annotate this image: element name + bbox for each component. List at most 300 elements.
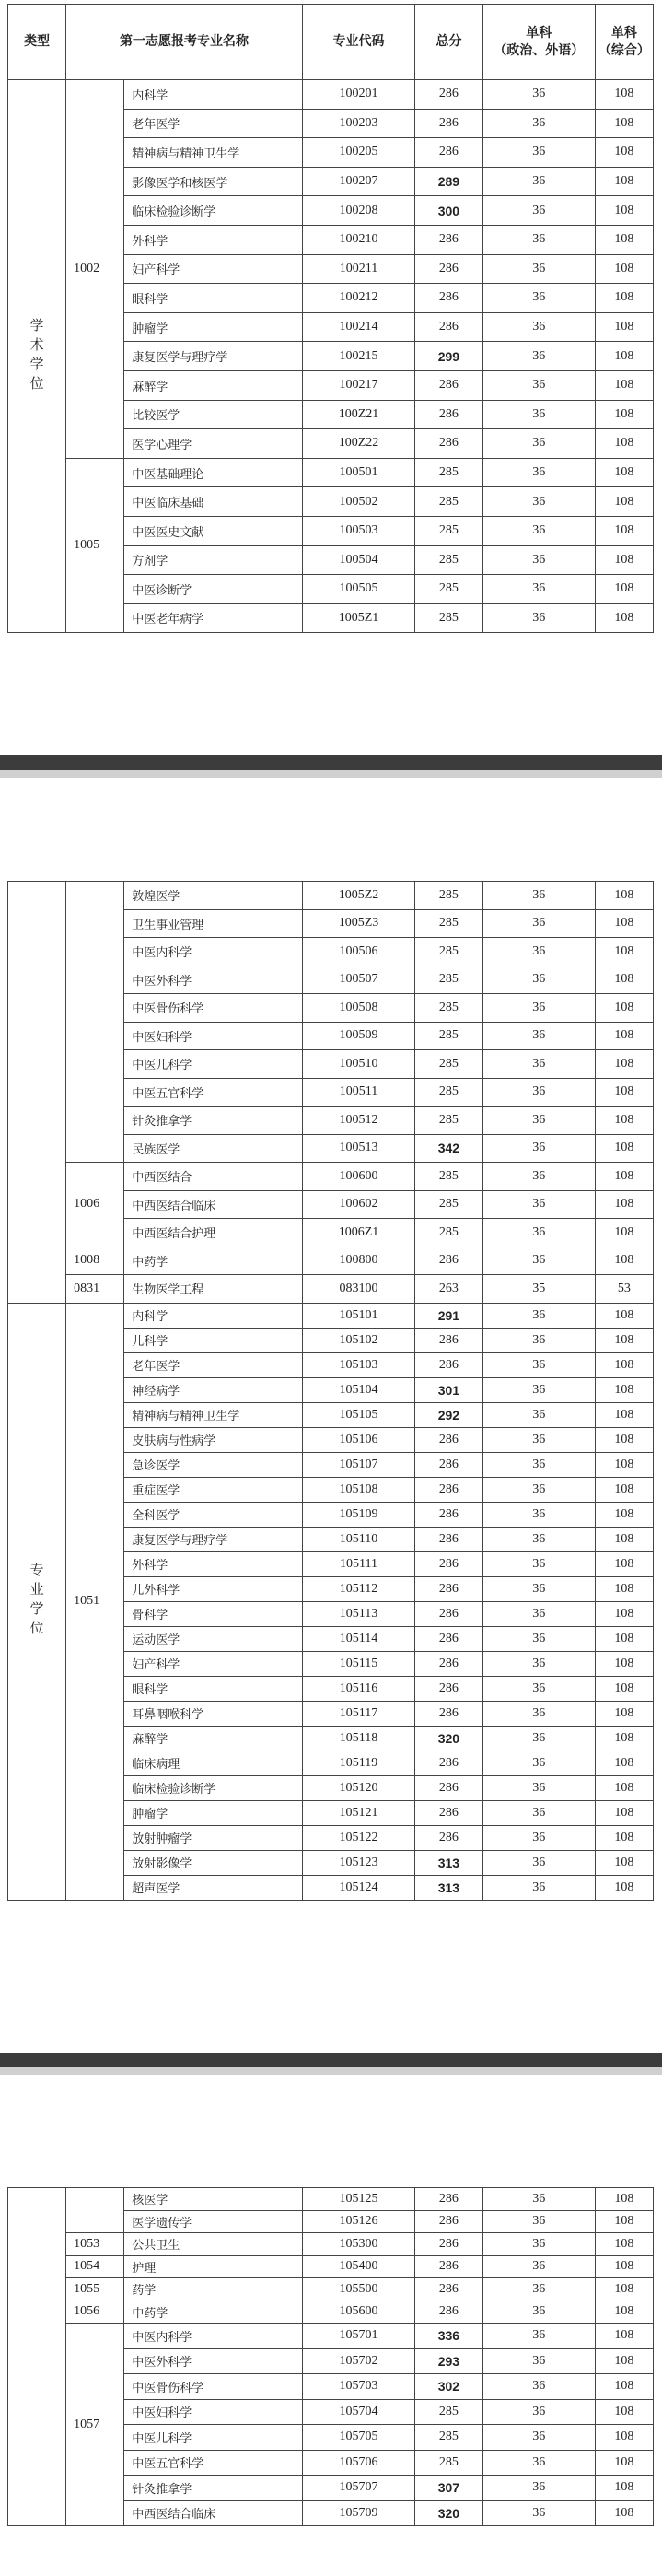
total-score-cell: 285 <box>415 575 483 604</box>
major-name-cell: 放射影像学 <box>124 1850 303 1875</box>
single-comp-cell: 108 <box>595 196 653 226</box>
single-politics-cell: 36 <box>482 1850 595 1875</box>
discipline-code-cell: 1006 <box>66 1163 124 1247</box>
total-score-cell: 286 <box>415 370 483 400</box>
header-type: 类型 <box>8 5 66 80</box>
degree-type-cell <box>8 882 66 1304</box>
major-code-cell: 100600 <box>302 1163 414 1191</box>
total-score-cell: 286 <box>415 138 483 168</box>
total-score-cell: 285 <box>415 966 483 994</box>
major-name-cell: 外科学 <box>124 1551 303 1576</box>
total-score-cell: 299 <box>415 342 483 371</box>
major-code-cell: 1005Z1 <box>302 603 414 633</box>
major-code-cell: 100Z22 <box>302 429 414 459</box>
major-code-cell: 105106 <box>302 1427 414 1452</box>
single-politics-cell: 36 <box>482 225 595 254</box>
single-comp-cell: 108 <box>595 1328 653 1352</box>
major-code-cell: 100208 <box>302 196 414 226</box>
single-politics-cell: 36 <box>482 138 595 168</box>
total-score-cell: 286 <box>415 1352 483 1377</box>
single-comp-cell: 108 <box>595 370 653 400</box>
major-code-cell: 105109 <box>302 1502 414 1527</box>
total-score-cell: 286 <box>415 1328 483 1352</box>
major-name-cell: 儿外科学 <box>124 1576 303 1601</box>
discipline-code-cell: 1057 <box>66 2324 124 2526</box>
major-code-cell: 100205 <box>302 138 414 168</box>
discipline-code-cell: 1056 <box>66 2301 124 2324</box>
major-name-cell: 肿瘤学 <box>124 1800 303 1825</box>
single-politics-cell: 36 <box>482 1477 595 1502</box>
major-name-cell: 超声医学 <box>124 1875 303 1900</box>
major-code-cell: 105101 <box>302 1303 414 1328</box>
single-politics-cell: 36 <box>482 342 595 371</box>
single-politics-cell: 36 <box>482 2278 595 2301</box>
table-row <box>8 2324 654 2349</box>
single-politics-cell: 36 <box>482 2255 595 2278</box>
major-code-cell: 100508 <box>302 994 414 1023</box>
single-comp-cell: 108 <box>595 1247 653 1275</box>
single-politics-cell: 36 <box>482 1651 595 1676</box>
single-comp-cell: 108 <box>595 575 653 604</box>
major-name-cell: 方剂学 <box>124 545 303 575</box>
single-politics-cell: 36 <box>482 2399 595 2425</box>
discipline-code-cell: 1008 <box>66 1247 124 1275</box>
single-comp-cell: 108 <box>595 1050 653 1079</box>
total-score-cell: 286 <box>415 400 483 429</box>
single-comp-cell: 108 <box>595 109 653 138</box>
single-politics-cell: 36 <box>482 1626 595 1651</box>
major-name-cell: 精神病与精神卫生学 <box>124 1402 303 1427</box>
table-row <box>8 2255 654 2278</box>
single-comp-cell: 108 <box>595 1377 653 1402</box>
single-comp-cell: 108 <box>595 487 653 517</box>
single-politics-cell: 36 <box>482 80 595 110</box>
major-code-cell: 105709 <box>302 2500 414 2526</box>
single-politics-cell: 36 <box>482 1551 595 1576</box>
single-comp-cell: 108 <box>595 1190 653 1219</box>
single-comp-cell: 108 <box>595 138 653 168</box>
single-comp-cell: 108 <box>595 2399 653 2425</box>
major-name-cell: 皮肤病与性病学 <box>124 1427 303 1452</box>
total-score-cell: 286 <box>415 1800 483 1825</box>
major-code-cell: 100602 <box>302 1190 414 1219</box>
major-name-cell: 针灸推拿学 <box>124 1107 303 1135</box>
major-name-cell: 中西医结合护理 <box>124 1219 303 1247</box>
total-score-cell: 320 <box>415 2500 483 2526</box>
total-score-cell: 286 <box>415 284 483 313</box>
major-name-cell: 中医妇科学 <box>124 1022 303 1050</box>
single-comp-cell: 108 <box>595 225 653 254</box>
major-code-cell: 105704 <box>302 2399 414 2425</box>
single-politics-cell: 36 <box>482 254 595 284</box>
total-score-cell: 285 <box>415 603 483 633</box>
discipline-code-cell <box>66 882 124 1163</box>
single-comp-cell: 108 <box>595 994 653 1023</box>
total-score-cell: 285 <box>415 1050 483 1079</box>
major-code-cell: 105124 <box>302 1875 414 1900</box>
major-name-cell: 外科学 <box>124 225 303 254</box>
single-comp-cell: 108 <box>595 2278 653 2301</box>
single-politics-cell: 36 <box>482 1050 595 1079</box>
major-code-cell: 100215 <box>302 342 414 371</box>
single-comp-cell: 108 <box>595 1701 653 1726</box>
major-name-cell: 急诊医学 <box>124 1452 303 1477</box>
major-name-cell: 中医骨伤科学 <box>124 994 303 1023</box>
single-comp-cell: 108 <box>595 1825 653 1850</box>
score-table-page-3 <box>7 2187 654 2526</box>
major-name-cell: 中药学 <box>124 2301 303 2324</box>
single-comp-cell: 108 <box>595 254 653 284</box>
single-politics-cell: 36 <box>482 882 595 910</box>
single-comp-cell: 108 <box>595 1576 653 1601</box>
degree-type-cell: 学术学位 <box>8 80 66 633</box>
total-score-cell: 285 <box>415 516 483 545</box>
major-name-cell: 医学心理学 <box>124 429 303 459</box>
total-score-cell: 293 <box>415 2348 483 2374</box>
total-score-cell: 301 <box>415 1377 483 1402</box>
single-comp-cell: 108 <box>595 342 653 371</box>
single-comp-cell: 108 <box>595 1402 653 1427</box>
single-politics-cell: 36 <box>482 1377 595 1402</box>
single-politics-cell: 36 <box>482 603 595 633</box>
major-name-cell: 临床检验诊断学 <box>124 1775 303 1800</box>
total-score-cell: 313 <box>415 1850 483 1875</box>
single-politics-cell: 36 <box>482 1134 595 1163</box>
major-name-cell: 神经病学 <box>124 1377 303 1402</box>
major-code-cell: 105703 <box>302 2374 414 2400</box>
major-name-cell: 护理 <box>124 2255 303 2278</box>
major-code-cell: 105125 <box>302 2188 414 2211</box>
discipline-code-cell: 1053 <box>66 2233 124 2256</box>
major-name-cell: 药学 <box>124 2278 303 2301</box>
major-name-cell: 骨科学 <box>124 1601 303 1626</box>
total-score-cell: 286 <box>415 2210 483 2233</box>
major-code-cell: 105115 <box>302 1651 414 1676</box>
single-politics-cell: 36 <box>482 1775 595 1800</box>
major-code-cell: 105119 <box>302 1751 414 1775</box>
major-code-cell: 105108 <box>302 1477 414 1502</box>
total-score-cell: 286 <box>415 2278 483 2301</box>
single-politics-cell: 36 <box>482 1601 595 1626</box>
single-comp-cell: 108 <box>595 284 653 313</box>
single-comp-cell: 108 <box>595 1626 653 1651</box>
major-name-cell: 生物医学工程 <box>124 1275 303 1304</box>
discipline-code-cell: 0831 <box>66 1275 124 1304</box>
major-name-cell: 儿科学 <box>124 1328 303 1352</box>
major-name-cell: 中医五官科学 <box>124 2450 303 2476</box>
single-comp-cell: 108 <box>595 2500 653 2526</box>
total-score-cell: 286 <box>415 109 483 138</box>
major-code-cell: 105112 <box>302 1576 414 1601</box>
single-comp-cell: 108 <box>595 2301 653 2324</box>
total-score-cell: 285 <box>415 882 483 910</box>
total-score-cell: 286 <box>415 1576 483 1601</box>
table-row <box>8 2301 654 2324</box>
single-politics-cell: 36 <box>482 2188 595 2211</box>
degree-type-cell <box>8 2188 66 2526</box>
table-row <box>8 2188 654 2211</box>
single-politics-cell: 36 <box>482 909 595 938</box>
single-politics-cell: 36 <box>482 2348 595 2374</box>
major-name-cell: 中药学 <box>124 1247 303 1275</box>
major-code-cell: 100501 <box>302 458 414 487</box>
total-score-cell: 263 <box>415 1275 483 1304</box>
major-name-cell: 医学遗传学 <box>124 2210 303 2233</box>
major-name-cell: 中医妇科学 <box>124 2399 303 2425</box>
major-code-cell: 1005Z3 <box>302 909 414 938</box>
major-code-cell: 105105 <box>302 1402 414 1427</box>
major-name-cell: 针灸推拿学 <box>124 2476 303 2501</box>
major-name-cell: 临床检验诊断学 <box>124 196 303 226</box>
total-score-cell: 286 <box>415 1626 483 1651</box>
major-name-cell: 卫生事业管理 <box>124 909 303 938</box>
single-comp-cell: 108 <box>595 1107 653 1135</box>
total-score-cell: 286 <box>415 1452 483 1477</box>
major-name-cell: 中医内科学 <box>124 938 303 966</box>
single-politics-cell: 36 <box>482 545 595 575</box>
major-code-cell: 105111 <box>302 1551 414 1576</box>
total-score-cell: 285 <box>415 1190 483 1219</box>
single-politics-cell: 36 <box>482 1825 595 1850</box>
major-name-cell: 眼科学 <box>124 284 303 313</box>
major-name-cell: 重症医学 <box>124 1477 303 1502</box>
major-code-cell: 100510 <box>302 1050 414 1079</box>
total-score-cell: 286 <box>415 1701 483 1726</box>
single-comp-cell: 108 <box>595 1219 653 1247</box>
single-comp-cell: 108 <box>595 2188 653 2211</box>
single-comp-cell: 108 <box>595 1078 653 1107</box>
single-comp-cell: 108 <box>595 909 653 938</box>
table-row <box>8 1163 654 1191</box>
major-name-cell: 中医诊断学 <box>124 575 303 604</box>
single-politics-cell: 36 <box>482 994 595 1023</box>
single-politics-cell: 36 <box>482 2500 595 2526</box>
major-code-cell: 105126 <box>302 2210 414 2233</box>
single-comp-cell: 108 <box>595 1134 653 1163</box>
single-comp-cell: 108 <box>595 1651 653 1676</box>
single-comp-cell: 108 <box>595 2324 653 2349</box>
major-code-cell: 105702 <box>302 2348 414 2374</box>
single-comp-cell: 108 <box>595 1551 653 1576</box>
major-code-cell: 105117 <box>302 1701 414 1726</box>
single-comp-cell: 108 <box>595 167 653 196</box>
single-comp-cell: 108 <box>595 2210 653 2233</box>
total-score-cell: 286 <box>415 2301 483 2324</box>
major-code-cell: 100212 <box>302 284 414 313</box>
single-politics-cell: 36 <box>482 1402 595 1427</box>
total-score-cell: 286 <box>415 1477 483 1502</box>
single-comp-cell: 108 <box>595 1751 653 1775</box>
major-name-cell: 公共卫生 <box>124 2233 303 2256</box>
single-politics-cell: 36 <box>482 2324 595 2349</box>
major-code-cell: 100217 <box>302 370 414 400</box>
total-score-cell: 285 <box>415 2450 483 2476</box>
header-major-name: 第一志愿报考专业名称 <box>66 5 303 80</box>
single-politics-cell: 36 <box>482 1219 595 1247</box>
major-code-cell: 100512 <box>302 1107 414 1135</box>
major-name-cell: 中西医结合临床 <box>124 2500 303 2526</box>
major-name-cell: 中医五官科学 <box>124 1078 303 1107</box>
total-score-cell: 285 <box>415 458 483 487</box>
total-score-cell: 286 <box>415 2255 483 2278</box>
single-comp-cell: 108 <box>595 1502 653 1527</box>
single-comp-cell: 108 <box>595 1352 653 1377</box>
table-row <box>8 1303 654 1328</box>
single-comp-cell: 108 <box>595 400 653 429</box>
single-politics-cell: 36 <box>482 1726 595 1751</box>
major-name-cell: 内科学 <box>124 1303 303 1328</box>
single-politics-cell: 36 <box>482 1502 595 1527</box>
major-code-cell: 105500 <box>302 2278 414 2301</box>
score-table-page-1 <box>7 4 654 633</box>
total-score-cell: 292 <box>415 1402 483 1427</box>
major-name-cell: 妇产科学 <box>124 254 303 284</box>
major-code-cell: 100211 <box>302 254 414 284</box>
single-comp-cell: 108 <box>595 545 653 575</box>
single-comp-cell: 108 <box>595 1775 653 1800</box>
single-politics-cell: 36 <box>482 1875 595 1900</box>
single-politics-cell: 36 <box>482 1676 595 1701</box>
single-comp-cell: 108 <box>595 2425 653 2451</box>
single-politics-cell: 36 <box>482 516 595 545</box>
total-score-cell: 285 <box>415 487 483 517</box>
single-comp-cell: 108 <box>595 1303 653 1328</box>
major-code-cell: 105600 <box>302 2301 414 2324</box>
single-politics-cell: 36 <box>482 1328 595 1352</box>
single-comp-cell: 108 <box>595 938 653 966</box>
total-score-cell: 285 <box>415 2399 483 2425</box>
total-score-cell: 291 <box>415 1303 483 1328</box>
major-code-cell: 105121 <box>302 1800 414 1825</box>
single-politics-cell: 36 <box>482 167 595 196</box>
major-name-cell: 精神病与精神卫生学 <box>124 138 303 168</box>
major-code-cell: 105123 <box>302 1850 414 1875</box>
major-name-cell: 妇产科学 <box>124 1651 303 1676</box>
major-code-cell: 100502 <box>302 487 414 517</box>
total-score-cell: 286 <box>415 80 483 110</box>
major-name-cell: 放射肿瘤学 <box>124 1825 303 1850</box>
major-code-cell: 105116 <box>302 1676 414 1701</box>
header-major-code: 专业代码 <box>302 5 414 80</box>
major-name-cell: 中医临床基础 <box>124 487 303 517</box>
page-separator <box>0 2053 662 2067</box>
major-name-cell: 比较医学 <box>124 400 303 429</box>
major-name-cell: 康复医学与理疗学 <box>124 1527 303 1551</box>
total-score-cell: 285 <box>415 1107 483 1135</box>
header-single-comp: 单科 （综合） <box>595 5 653 80</box>
single-comp-cell: 108 <box>595 1800 653 1825</box>
single-comp-cell: 108 <box>595 2450 653 2476</box>
single-comp-cell: 108 <box>595 312 653 342</box>
single-comp-cell: 108 <box>595 1875 653 1900</box>
major-code-cell: 105110 <box>302 1527 414 1551</box>
page-separator <box>0 755 662 770</box>
single-politics-cell: 36 <box>482 2210 595 2233</box>
single-politics-cell: 36 <box>482 196 595 226</box>
total-score-cell: 300 <box>415 196 483 226</box>
major-code-cell: 105701 <box>302 2324 414 2349</box>
single-politics-cell: 36 <box>482 370 595 400</box>
major-name-cell: 民族医学 <box>124 1134 303 1163</box>
total-score-cell: 286 <box>415 1751 483 1775</box>
single-politics-cell: 36 <box>482 1800 595 1825</box>
total-score-cell: 286 <box>415 1551 483 1576</box>
major-name-cell: 老年医学 <box>124 109 303 138</box>
major-code-cell: 105104 <box>302 1377 414 1402</box>
single-politics-cell: 36 <box>482 284 595 313</box>
major-code-cell: 100201 <box>302 80 414 110</box>
major-name-cell: 中医儿科学 <box>124 1050 303 1079</box>
total-score-cell: 286 <box>415 1651 483 1676</box>
single-politics-cell: 36 <box>482 1352 595 1377</box>
table-row <box>8 2278 654 2301</box>
single-politics-cell: 36 <box>482 1022 595 1050</box>
single-politics-cell: 36 <box>482 1427 595 1452</box>
single-comp-cell: 108 <box>595 603 653 633</box>
single-politics-cell: 36 <box>482 1452 595 1477</box>
major-code-cell: 100507 <box>302 966 414 994</box>
major-code-cell: 105706 <box>302 2450 414 2476</box>
total-score-cell: 286 <box>415 225 483 254</box>
discipline-code-cell: 1054 <box>66 2255 124 2278</box>
single-politics-cell: 36 <box>482 2450 595 2476</box>
major-name-cell: 中西医结合临床 <box>124 1190 303 1219</box>
single-politics-cell: 36 <box>482 109 595 138</box>
major-name-cell: 中医医史文献 <box>124 516 303 545</box>
major-name-cell: 影像医学和核医学 <box>124 167 303 196</box>
major-code-cell: 105400 <box>302 2255 414 2278</box>
header-single-politics: 单科 （政治、外语） <box>482 5 595 80</box>
major-name-cell: 麻醉学 <box>124 370 303 400</box>
single-politics-cell: 36 <box>482 1701 595 1726</box>
total-score-cell: 285 <box>415 2425 483 2451</box>
major-name-cell: 中医老年病学 <box>124 603 303 633</box>
major-name-cell: 临床病理 <box>124 1751 303 1775</box>
total-score-cell: 286 <box>415 1247 483 1275</box>
table-row <box>8 1247 654 1275</box>
major-name-cell: 中医基础理论 <box>124 458 303 487</box>
major-name-cell: 中医外科学 <box>124 2348 303 2374</box>
total-score-cell: 313 <box>415 1875 483 1900</box>
discipline-code-cell <box>66 2188 124 2233</box>
single-comp-cell: 108 <box>595 1477 653 1502</box>
major-name-cell: 麻醉学 <box>124 1726 303 1751</box>
major-code-cell: 100506 <box>302 938 414 966</box>
total-score-cell: 286 <box>415 1427 483 1452</box>
single-politics-cell: 36 <box>482 1163 595 1191</box>
single-politics-cell: 35 <box>482 1275 595 1304</box>
single-comp-cell: 108 <box>595 1850 653 1875</box>
discipline-code-cell: 1002 <box>66 80 124 459</box>
total-score-cell: 286 <box>415 2188 483 2211</box>
score-table-page-2 <box>7 881 654 1901</box>
single-politics-cell: 36 <box>482 1190 595 1219</box>
total-score-cell: 286 <box>415 1527 483 1551</box>
major-name-cell: 康复医学与理疗学 <box>124 342 303 371</box>
major-code-cell: 105300 <box>302 2233 414 2256</box>
total-score-cell: 286 <box>415 1775 483 1800</box>
major-name-cell: 肿瘤学 <box>124 312 303 342</box>
table-row <box>8 80 654 110</box>
major-code-cell: 105120 <box>302 1775 414 1800</box>
major-code-cell: 1006Z1 <box>302 1219 414 1247</box>
single-politics-cell: 36 <box>482 1247 595 1275</box>
total-score-cell: 286 <box>415 429 483 459</box>
major-name-cell: 眼科学 <box>124 1676 303 1701</box>
major-name-cell: 中西医结合 <box>124 1163 303 1191</box>
major-code-cell: 100210 <box>302 225 414 254</box>
major-name-cell: 中医骨伤科学 <box>124 2374 303 2400</box>
